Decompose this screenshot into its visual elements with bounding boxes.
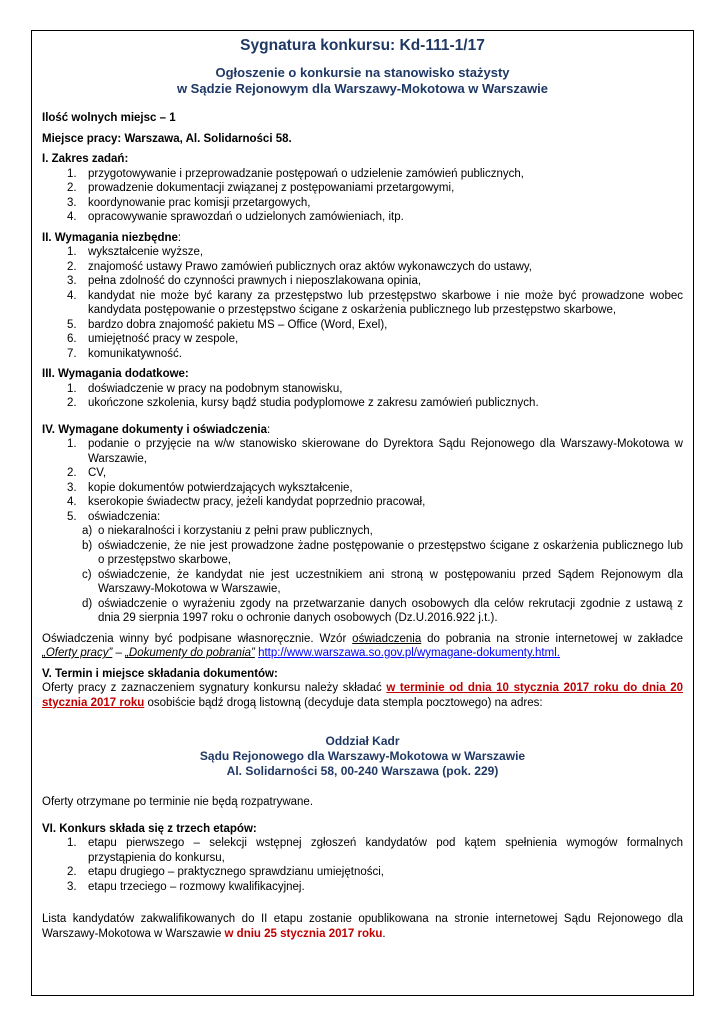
list-item [42,437,683,466]
late-offers-note: Oferty otrzymane po terminie nie będą rozpatrywane. [42,796,314,808]
list-item [42,210,683,225]
list-item [42,245,683,260]
statements-note [42,632,683,661]
list-item-number: 5. [67,318,77,331]
vacancies-count: Ilość wolnych miejsc – 1 [42,112,176,124]
list-item-text: kserokopie świadectw pracy, jeżeli kandydat poprzednio pracował, [88,496,426,508]
list-item-number: 2. [67,467,77,479]
list-item [42,196,683,211]
section-3-list [42,382,683,411]
section-4-heading-text: IV. Wymagane dokumenty i oświadczenia [42,423,267,436]
list-item-number: 1. [67,382,77,395]
list-item [42,260,683,275]
section-3-heading: III. Wymagania dodatkowe: [42,368,189,380]
list-item-text: doświadczenie w pracy na podobnym stanowisku, [88,382,343,395]
section-4-sublist [42,524,683,626]
list-item [42,597,683,626]
list-item-number: 7. [67,347,77,360]
list-item-number: 4. [67,496,77,508]
address-department: Oddział Kadr [325,734,400,748]
list-item-text: podanie o przyjęcie na w/w stanowisko skierowane do Dyrektora Sądu Rejonowego dla Warszawy-Mokotowa w Warszawie, [88,438,683,465]
list-item [42,318,683,333]
list-item [42,396,683,411]
list-item-number: b) [82,539,93,552]
list-item [42,181,683,196]
list-item-text: kopie dokumentów potwierdzających wykształcenie, [88,481,353,494]
note-text-2: do pobrania na stronie internetowej w zakładce [421,632,683,645]
section-2-heading-text: II. Wymagania niezbędne [42,231,178,244]
announcement-subtitle [42,65,683,97]
address-court: Sądu Rejonowego dla Warszawy-Mokotowa w Warszawie [199,749,526,763]
list-item [42,568,683,597]
address-street: Al. Solidarności 58, 00-240 Warszawa (pok. 229) [226,764,499,778]
list-item-number: 2. [67,397,77,409]
note-text-1: Oświadczenia winny być podpisane własnoręcznie. Wzór [42,632,353,645]
list-item [42,347,683,362]
subtitle-line-1: Ogłoszenie o konkursie na stanowisko stażysty [215,65,510,80]
list-item-number: 2. [67,866,77,878]
list-item-text: komunikatywność. [88,347,182,360]
list-item-text: opracowywanie sprawozdań o udzielonych zamówieniach, itp. [88,211,404,223]
list-item [42,539,683,568]
document-frame [31,30,694,996]
list-item-text: pełna zdolność do czynności prawnych i nieposzlakowana opinia, [88,275,422,287]
list-item-number: 3. [67,880,77,893]
section-2-heading: II. Wymagania niezbędne: [42,231,182,244]
list-item-text: etapu pierwszego – selekcji wstępnej zgłoszeń kandydatów pod kątem spełnienia wymogów formalnych przystąpienia do konkursu, [88,837,683,864]
list-item-number: 2. [67,182,77,194]
section-1-heading: I. Zakres zadań: [42,153,129,165]
list-item-text: o niekaralności i korzystaniu z pełni praw publicznych, [98,525,373,537]
list-item [42,481,683,496]
list-item-text: ukończone szkolenia, kursy bądź studia podyplomowe z zakresu zamówień publicznych. [88,397,539,409]
list-item-number: 4. [67,211,77,223]
list-item-number: 3. [67,481,77,494]
list-item-text: przygotowywanie i przeprowadzanie postępowań o udzielenie zamówień publicznych, [88,167,524,180]
list-item-text: oświadczenie, że kandydat nie jest uczestnikiem ani stroną w postępowaniu przed Sądem Rejonowym dla Warszawy-Mokotowa w Warszawie, [98,568,683,595]
section-6-list [42,836,683,894]
note-separator: – [112,647,126,659]
list-item-number: c) [82,568,92,581]
list-item-text: oświadczenia: [88,510,161,523]
section-4-heading: IV. Wymagane dokumenty i oświadczenia: [42,423,271,436]
subtitle-line-2: w Sądzie Rejonowym dla Warszawy-Mokotowa w Warszawie [176,81,549,96]
publication-date: w dniu 25 stycznia 2017 roku [224,927,383,940]
submission-text-1: Oferty pracy z zaznaczeniem sygnatury konkursu należy składać [42,682,387,694]
section-1-list [42,167,683,225]
list-item-number: 2. [67,260,77,273]
list-item [42,466,683,481]
submission-deadline: w terminie od dnia 10 stycznia 2017 roku do dnia 20 stycznia 2017 roku [42,682,683,709]
list-item-text: etapu trzeciego – rozmowy kwalifikacyjnej. [88,880,305,893]
list-item [42,332,683,347]
competition-signature-title: Sygnatura konkursu: Kd-111-1/17 [240,37,485,54]
list-item-number: 1. [67,246,77,258]
list-item-number: d) [82,597,93,610]
list-item [42,880,683,895]
documents-download-link[interactable]: http://www.warszawa.so.gov.pl/wymagane-dokumenty.html. [258,647,560,659]
list-item-text: bardzo dobra znajomość pakietu MS – Office (Word, Exel), [88,318,388,331]
note-tab-job-offers: „Oferty pracy” [42,647,113,659]
list-item-text: etapu drugiego – praktycznego sprawdzianu umiejętności, [88,866,384,878]
list-item-text: CV, [88,467,107,479]
list-item-number: 1. [67,837,77,849]
list-item-number: 6. [67,333,77,345]
list-item-number: 1. [67,167,77,180]
list-item [42,274,683,289]
list-item [42,495,683,510]
list-item-number: 3. [67,275,77,287]
submission-instructions [42,681,683,710]
closing-announcement [42,912,683,941]
list-item-text: oświadczenie o wyrażeniu zgody na przetwarzanie danych osobowych dla celów rekrutacji zgodnie z ustawą z dnia 29 sierpnia 1997 roku o ochronie danych osobowych (Dz.U.2016.922 j.t.). [98,597,683,624]
list-item [42,524,683,539]
list-item-text: kandydat nie może być karany za przestępstwo lub przestępstwo skarbowe i nie może być prowadzone wobec kandydata postępowanie o przestępstwo ścigane z oskarżenia publicznego lub przestępstwo skarbowe, [88,289,683,316]
list-item [42,865,683,880]
section-5-heading: V. Termin i miejsce składania dokumentów: [42,667,278,680]
list-item-number: 1. [67,438,77,450]
list-item [42,167,683,182]
document-body [42,37,683,941]
section-2-list [42,245,683,361]
workplace: Miejsce pracy: Warszawa, Al. Solidarności 58. [42,132,292,145]
note-tab-documents: „Dokumenty do pobrania” [125,647,255,659]
list-item [42,510,683,525]
list-item [42,289,683,318]
closing-period: . [382,927,386,940]
submission-address [42,734,683,779]
list-item-text: wykształcenie wyższe, [88,246,204,258]
list-item-number: a) [82,525,93,537]
submission-text-2: osobiście bądź drogą listowną (decyduje data stempla pocztowego) na adres: [144,696,543,709]
list-item-number: 5. [67,510,77,523]
closing-text: Lista kandydatów zakwalifikowanych do II etapu zostanie opublikowana na stronie internetowej Sądu Rejonowego dla Warszawy-Mokotowa w Warszawie [42,913,683,940]
note-statements-word: oświadczenia [352,632,422,645]
list-item-number: 4. [67,289,77,302]
section-6-heading: VI. Konkurs składa się z trzech etapów: [42,822,257,835]
section-4-list [42,437,683,524]
list-item-text: oświadczenie, że nie jest prowadzone żadne postępowanie o przestępstwo ścigane z oskarżenia publicznego lub o przestępstwo skarbowe, [98,539,683,566]
list-item-text: koordynowanie prac komisji przetargowych, [88,196,311,209]
list-item-text: umiejętność pracy w zespole, [88,333,239,345]
list-item [42,382,683,397]
list-item [42,836,683,865]
list-item-number: 3. [67,196,77,209]
list-item-text: znajomość ustawy Prawo zamówień publicznych oraz aktów wykonawczych do ustawy, [88,260,533,273]
list-item-text: prowadzenie dokumentacji związanej z postępowaniami przetargowymi, [88,182,455,194]
